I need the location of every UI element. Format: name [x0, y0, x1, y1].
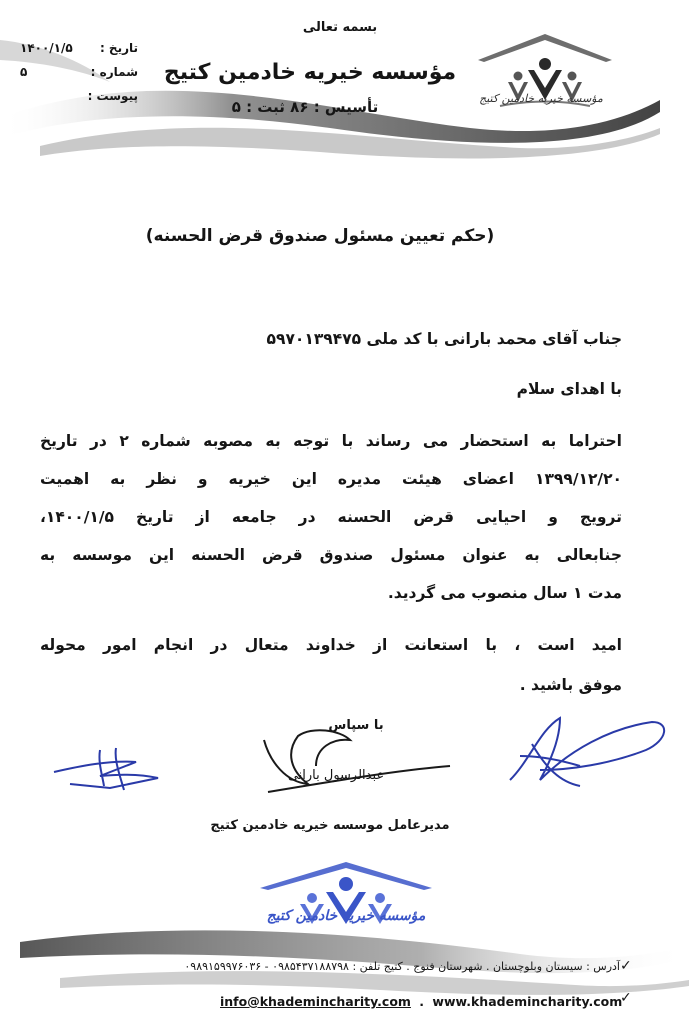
greeting-line: با اهدای سلام: [516, 380, 622, 398]
logo-top-caption: مؤسسه خیریه خادمین کتیج: [479, 92, 603, 105]
check-icon: ✓: [620, 990, 632, 1006]
date-label: تاریخ :: [99, 41, 138, 55]
number-value: ۵: [20, 65, 28, 79]
paragraph-line: جنابعالی به عنوان مسئول صندوق قرض الحسنه این موسسه به: [40, 546, 622, 564]
paragraph-line: ۱۳۹۹/۱۲/۲۰ اعضای هیئت مدیره این خیریه و نظر به اهمیت: [40, 470, 622, 488]
date-value: ۱۴۰۰/۱/۵: [20, 41, 73, 55]
regards-text: با سپاس: [328, 718, 384, 733]
charity-logo-top: [470, 28, 620, 138]
date-row: [20, 36, 138, 60]
website-link[interactable]: www.khademincharity.com: [432, 994, 623, 1009]
separator: .: [419, 994, 425, 1009]
attachment-label: پیوست :: [87, 89, 138, 103]
charity-logo-stamp: [246, 858, 446, 954]
document-title: (حکم تعیین مسئول صندوق قرض الحسنه): [145, 226, 495, 246]
paragraph-line: احتراما به استحضار می رساند با توجه به مصوبه شماره ۲ در تاریخ: [40, 432, 622, 450]
closing-line: موفق باشید .: [519, 676, 622, 694]
contact-web-line: [220, 994, 623, 1009]
stamp-caption: مؤسسه خیریه خادمین کتیج: [266, 908, 426, 924]
closing-line: امید است ، با استعانت از خداوند متعال در انجام امور محوله: [40, 636, 622, 654]
number-label: شماره :: [90, 65, 138, 79]
organization-name: مؤسسه خیریه خادمین کتیج: [163, 60, 457, 85]
recipient-line: جناب آقای محمد بارانی با کد ملی ۵۹۷۰۱۳۹۴۷۵: [266, 330, 622, 348]
paragraph-line: مدت ۱ سال منصوب می گردید.: [387, 584, 622, 602]
address-line: آدرس : سیستان وبلوچستان . شهرستان فنوج . کتیج تلفن : ۰۹۸۵۴۳۷۱۸۸۷۹۸ - ۰۹۸۹۱۵۹۹۷۶۰۳۶: [184, 960, 620, 973]
basmala: بسمه تعالی: [302, 20, 378, 35]
number-row: [20, 60, 138, 84]
founded-registration-line: تأسیس : ۸۶ ثبت : ۵: [231, 98, 379, 116]
check-icon: ✓: [620, 958, 632, 974]
signer-name: عبدالرسول بارانی: [287, 768, 385, 783]
signer-position: مدیرعامل موسسه خیریه خادمین کتیج: [210, 818, 450, 833]
email-link[interactable]: info@khademincharity.com: [220, 994, 411, 1009]
handwritten-signatures: [40, 700, 680, 810]
paragraph-line: ترویج و احیایی قرض الحسنه در جامعه از تاریخ ۱۴۰۰/۱/۵،: [40, 508, 622, 526]
attachment-row: [20, 84, 138, 108]
letter-meta: [20, 36, 138, 108]
